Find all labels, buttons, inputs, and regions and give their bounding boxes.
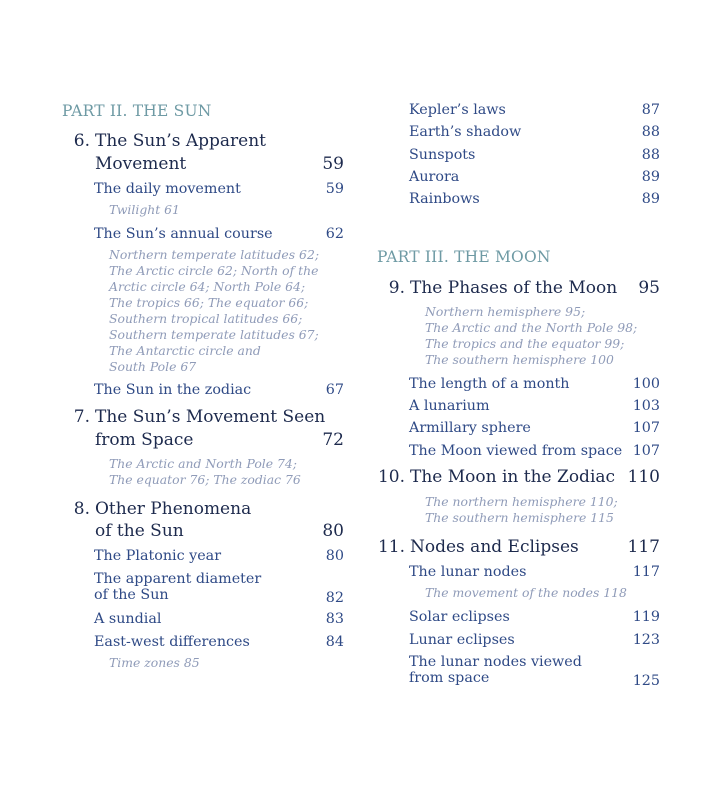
chapter-page-number: 59 xyxy=(322,154,344,174)
section-page-number: 82 xyxy=(325,590,344,606)
section-title-line: of the Sun xyxy=(94,587,169,603)
subsection-line: The tropics 66; The equator 66; xyxy=(109,295,309,310)
section-entry[interactable] xyxy=(409,124,660,140)
chapter-number: 9. xyxy=(388,278,405,298)
chapter-8-entry[interactable] xyxy=(62,499,344,545)
chapter-number: 6. xyxy=(73,131,90,151)
section-page-number: 107 xyxy=(632,420,660,436)
chapter-7-entry[interactable] xyxy=(62,407,344,453)
chapter-number: 8. xyxy=(73,499,90,519)
chapter-title-line: Nodes and Eclipses xyxy=(410,537,579,557)
section-page-number: 89 xyxy=(641,191,660,207)
section-page-number: 125 xyxy=(632,673,660,689)
section-entry[interactable] xyxy=(409,632,660,648)
subsection-line: Northern hemisphere 95; xyxy=(425,304,586,319)
section-page-number: 62 xyxy=(325,226,344,242)
subsection-line: The Antarctic circle and xyxy=(109,343,261,358)
toc-right-column xyxy=(377,0,660,785)
subsection-line: The Arctic and North Pole 74; xyxy=(109,456,297,471)
subsection-line: The equator 76; The zodiac 76 xyxy=(109,472,301,487)
section-entry[interactable] xyxy=(94,181,344,197)
section-title: Sunspots xyxy=(409,147,476,163)
section-entry[interactable] xyxy=(94,382,344,398)
section-entry[interactable] xyxy=(409,420,660,436)
subsection-list: Time zones 85 xyxy=(109,655,200,670)
subsection-list: The movement of the nodes 118 xyxy=(425,585,627,600)
part-heading: PART III. THE MOON xyxy=(377,248,551,266)
section-title-line: The apparent diameter xyxy=(94,571,262,587)
section-entry[interactable] xyxy=(409,147,660,163)
section-title: The lunar nodes xyxy=(409,564,527,580)
subsection-line: South Pole 67 xyxy=(109,359,197,374)
subsection-list: Twilight 61 xyxy=(109,202,180,217)
section-page-number: 117 xyxy=(632,564,660,580)
toc-left-column xyxy=(62,0,344,785)
chapter-title-line: The Phases of the Moon xyxy=(410,278,618,298)
section-title: Kepler’s laws xyxy=(409,102,506,118)
section-entry[interactable] xyxy=(94,548,344,564)
section-entry[interactable] xyxy=(409,564,660,580)
chapter-11-entry[interactable] xyxy=(377,537,660,561)
chapter-number: 11. xyxy=(377,537,405,557)
section-entry[interactable] xyxy=(409,443,660,459)
section-page-number: 100 xyxy=(632,376,660,392)
subsection-line: Northern temperate latitudes 62; xyxy=(109,247,319,262)
subsection-line: The southern hemisphere 115 xyxy=(425,510,614,525)
subsection-list xyxy=(425,494,618,526)
subsection-line: The northern hemisphere 110; xyxy=(425,494,618,509)
section-title-line: from space xyxy=(409,670,490,686)
chapter-number: 10. xyxy=(377,467,405,487)
subsection-line: Southern tropical latitudes 66; xyxy=(109,311,303,326)
section-page-number: 80 xyxy=(325,548,344,564)
section-entry[interactable] xyxy=(94,611,344,627)
subsection-list xyxy=(425,304,637,368)
section-title-line: The lunar nodes viewed xyxy=(409,654,582,670)
chapter-title-line: The Sun’s Movement Seen xyxy=(95,407,326,427)
subsection-line: The southern hemisphere 100 xyxy=(425,352,614,367)
section-title: The Platonic year xyxy=(94,548,222,564)
section-page-number: 87 xyxy=(641,102,660,118)
subsection-line: The tropics and the equator 99; xyxy=(425,336,625,351)
chapter-10-entry[interactable] xyxy=(377,467,660,491)
subsection-list xyxy=(109,247,319,375)
chapter-number: 7. xyxy=(73,407,90,427)
section-title: A sundial xyxy=(94,611,162,627)
section-page-number: 88 xyxy=(641,147,660,163)
section-entry[interactable] xyxy=(409,376,660,392)
chapter-page-number: 110 xyxy=(627,467,660,487)
section-title: A lunarium xyxy=(409,398,490,414)
section-title: Lunar eclipses xyxy=(409,632,515,648)
section-entry[interactable] xyxy=(94,634,344,650)
section-entry[interactable] xyxy=(409,609,660,625)
section-title: Armillary sphere xyxy=(409,420,531,436)
part-heading: PART II. THE SUN xyxy=(62,102,212,120)
section-title: Rainbows xyxy=(409,191,480,207)
chapter-page-number: 95 xyxy=(638,278,660,298)
subsection-line: The Arctic circle 62; North of the xyxy=(109,263,319,278)
section-title: The Sun in the zodiac xyxy=(94,382,252,398)
subsection-line: Arctic circle 64; North Pole 64; xyxy=(109,279,306,294)
subsection-line: Southern temperate latitudes 67; xyxy=(109,327,319,342)
section-page-number: 67 xyxy=(325,382,344,398)
section-page-number: 59 xyxy=(325,181,344,197)
section-title: The Moon viewed from space xyxy=(409,443,623,459)
chapter-title-line: The Sun’s Apparent xyxy=(95,131,266,151)
chapter-page-number: 80 xyxy=(322,521,344,541)
chapter-9-entry[interactable] xyxy=(377,278,660,302)
section-page-number: 84 xyxy=(325,634,344,650)
chapter-title-line: Movement xyxy=(95,154,187,174)
section-page-number: 89 xyxy=(641,169,660,185)
section-page-number: 123 xyxy=(632,632,660,648)
section-entry[interactable] xyxy=(409,398,660,414)
chapter-page-number: 117 xyxy=(627,537,660,557)
section-page-number: 83 xyxy=(325,611,344,627)
section-entry[interactable] xyxy=(409,191,660,207)
section-entry[interactable] xyxy=(409,169,660,185)
section-entry[interactable] xyxy=(94,226,344,242)
section-title: The length of a month xyxy=(409,376,570,392)
chapter-6-entry[interactable] xyxy=(62,131,344,177)
section-page-number: 119 xyxy=(632,609,660,625)
chapter-title-line: The Moon in the Zodiac xyxy=(410,467,616,487)
chapter-title-line: of the Sun xyxy=(95,521,184,541)
chapter-page-number: 72 xyxy=(322,430,344,450)
subsection-line: The Arctic and the North Pole 98; xyxy=(425,320,638,335)
section-title: The daily movement xyxy=(94,181,241,197)
chapter-title-line: from Space xyxy=(95,430,194,450)
section-entry[interactable] xyxy=(94,571,344,611)
section-title: Aurora xyxy=(409,169,460,185)
section-title: Earth’s shadow xyxy=(409,124,522,140)
section-page-number: 107 xyxy=(632,443,660,459)
section-title: Solar eclipses xyxy=(409,609,510,625)
subsection-list xyxy=(109,456,301,488)
chapter-title-line: Other Phenomena xyxy=(95,499,252,519)
section-title: East-west differences xyxy=(94,634,250,650)
section-page-number: 88 xyxy=(641,124,660,140)
section-title: The Sun’s annual course xyxy=(94,226,273,242)
section-page-number: 103 xyxy=(632,398,660,414)
section-entry[interactable] xyxy=(409,102,660,118)
section-entry[interactable] xyxy=(409,654,660,694)
